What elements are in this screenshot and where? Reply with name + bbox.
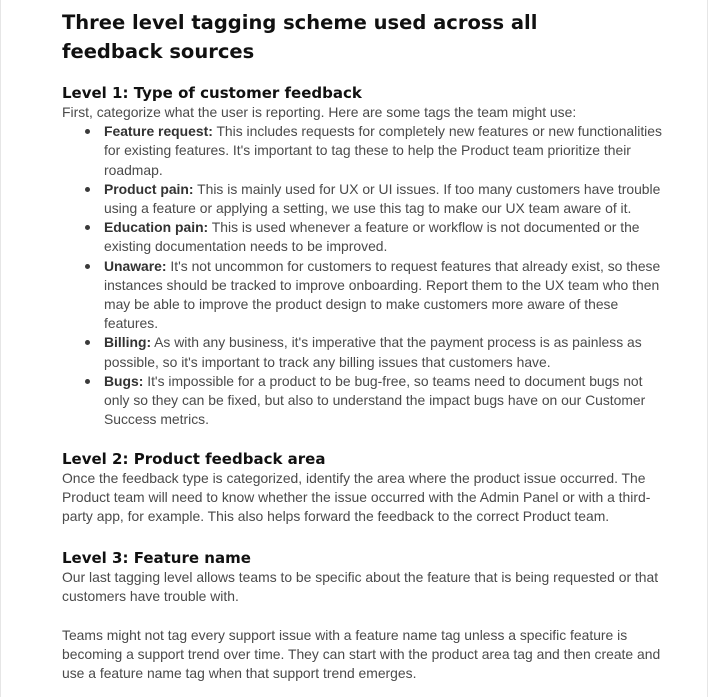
level-1-section	[62, 84, 662, 429]
bullet-icon	[85, 264, 90, 269]
list-item-education-pain	[104, 218, 662, 256]
list-item-billing	[104, 333, 662, 371]
level-2-text: Once the feedback type is categorized, identify the area where the product issue occurred. The Product team will need to know whether the issue occurred with the Admin Panel or with a third-party app, for example. This also helps forward the feedback to the correct Product team.	[62, 470, 651, 525]
level-3-section	[62, 549, 662, 683]
tag-description: This includes requests for completely new features or new functionalities for existing features. It's important to tag these to help the Product team prioritize their roadmap.	[104, 123, 662, 178]
tag-description: As with any business, it's imperative that the payment process is as painless as possible, so it's important to track any billing issues that customers have.	[104, 334, 642, 370]
level-3-paragraph-1: Our last tagging level allows teams to be specific about the feature that is being requested or that customers have trouble with.	[62, 569, 659, 605]
tag-term: Education pain:	[104, 219, 209, 236]
bullet-icon	[85, 129, 90, 134]
document-title: Three level tagging scheme used across all feedback sources	[62, 11, 538, 63]
tag-term: Bugs:	[104, 372, 144, 389]
level-2-section	[62, 450, 662, 527]
list-item-unaware	[104, 257, 662, 334]
tag-term: Billing:	[104, 334, 152, 351]
paragraph-gap	[62, 606, 662, 625]
level-3-paragraph-2: Teams might not tag every support issue with a feature name tag unless a specific feature is becoming a support trend over time. They can start with the product area tag and then create and use a feature name tag when that support trend emerges.	[62, 626, 661, 681]
list-item-product-pain	[104, 180, 662, 218]
tag-description: This is mainly used for UX or UI issues. If too many customers have trouble using a feature or applying a setting, we use this tag to make our UX team aware of it.	[104, 180, 661, 217]
bullet-icon	[85, 225, 90, 230]
tag-description: It's not uncommon for customers to request features that already exist, so these instances should be tracked to improve onboarding. Report them to the UX team who then may be able to improve the product design to make customers more aware of these features.	[104, 257, 661, 332]
level-1-intro: First, categorize what the user is reporting. Here are some tags the team might use:	[62, 104, 577, 120]
bullet-icon	[85, 379, 90, 384]
tag-description: This is used whenever a feature or workflow is not documented or the existing documentation needs to be improved.	[104, 219, 640, 255]
list-item-feature-request	[104, 122, 662, 180]
bullet-icon	[85, 187, 90, 192]
level-2-heading: Level 2: Product feedback area	[62, 450, 326, 468]
feedback-type-list	[62, 122, 662, 429]
level-3-heading: Level 3: Feature name	[62, 549, 251, 567]
list-item-bugs	[104, 372, 662, 430]
tag-term: Feature request:	[104, 123, 213, 140]
tag-description: It's impossible for a product to be bug-free, so teams need to document bugs not only so they can be fixed, but also to understand the impact bugs have on our Customer Success metrics.	[104, 372, 646, 428]
tag-term: Unaware:	[104, 257, 167, 274]
level-1-heading: Level 1: Type of customer feedback	[62, 84, 362, 102]
tag-term: Product pain:	[104, 180, 194, 197]
bullet-icon	[85, 340, 90, 345]
